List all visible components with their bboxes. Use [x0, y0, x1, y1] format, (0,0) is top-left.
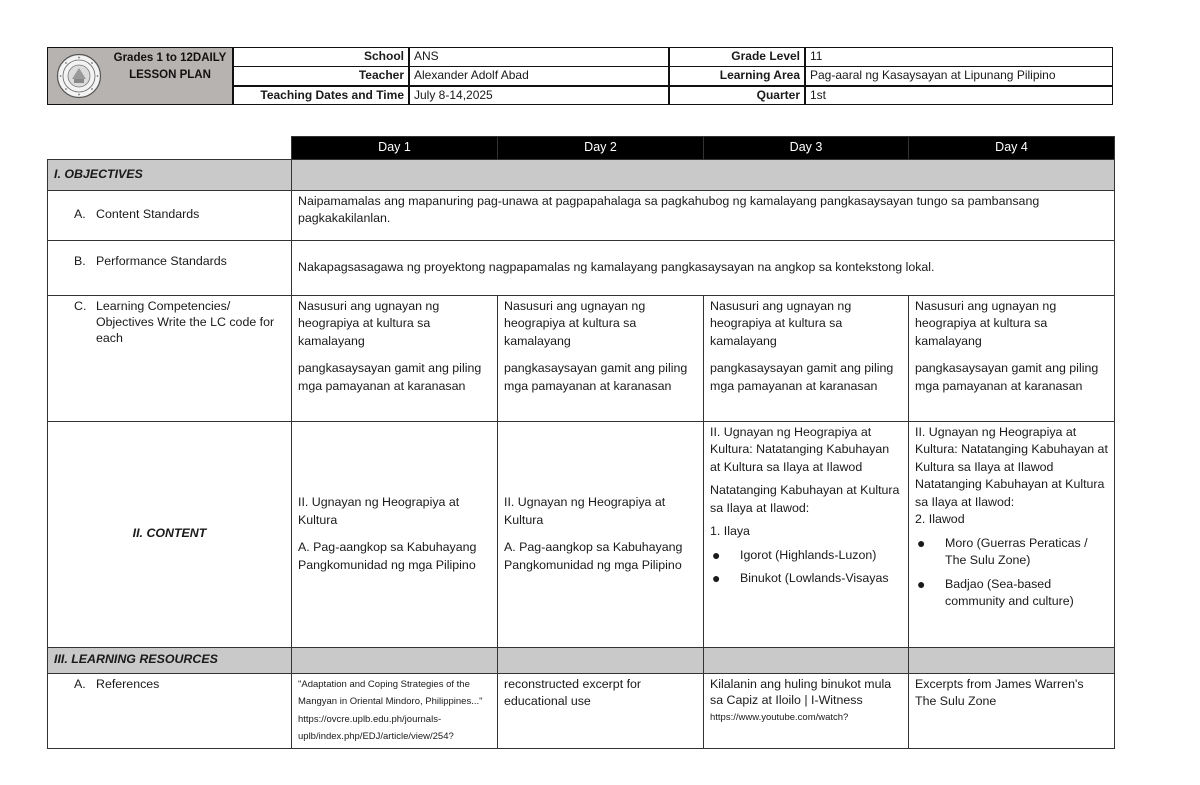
- competencies-day-1: [292, 295, 498, 421]
- content-text: II. Ugnayan ng Heograpiya at Kultura: Natatanging Kabuhayan at Kultura sa Ilaya at Ilawod: [915, 424, 1108, 474]
- content-text: 2. Ilawod: [915, 512, 965, 526]
- content-text: II. Ugnayan ng Heograpiya at Kultura: Natatanging Kabuhayan at Kultura sa Ilaya at Ilawod: [710, 424, 890, 474]
- content-text: II. Ugnayan ng Heograpiya at Kultura: [298, 495, 460, 527]
- content-text: 1. Ilaya: [710, 524, 750, 538]
- content-text: A. Pag-aangkop sa Kabuhayang Pangkomunidad ng mga Pilipino: [504, 540, 683, 572]
- bullet-text: Moro (Guerras Peraticas / The Sulu Zone): [945, 535, 1088, 567]
- quarter-label: Quarter: [669, 86, 805, 106]
- school-label: School: [233, 47, 409, 67]
- resources-filler: [292, 647, 498, 673]
- performance-standards-label: [48, 240, 292, 295]
- reference-title: Kilalanin ang huling binukot mula sa Capiz at Iloilo | I-Witness: [710, 676, 892, 707]
- competencies-label: [48, 295, 292, 421]
- learning-area-label: Learning Area: [669, 66, 805, 86]
- resources-filler: [704, 647, 909, 673]
- reference-url: https://www.youtube.com/watch?: [710, 711, 849, 723]
- references-letter: A.: [74, 676, 86, 691]
- bullet-icon: ●: [712, 546, 721, 563]
- content-standards-row: [48, 190, 1115, 240]
- resources-filler: [498, 647, 704, 673]
- resources-heading: III. LEARNING RESOURCES: [48, 647, 292, 673]
- lesson-plan-header: [47, 47, 1113, 105]
- bullet-item: [915, 576, 1108, 611]
- competency-text: Nasusuri ang ugnayan ng heograpiya at kultura sa kamalayang: [298, 298, 440, 348]
- content-day-1: [292, 421, 498, 647]
- bullet-item: [710, 570, 902, 588]
- teaching-dates-value: July 8-14,2025: [409, 86, 669, 106]
- performance-standards-label-text: Performance Standards: [96, 253, 227, 268]
- bullet-item: [710, 547, 902, 565]
- competency-text: Nasusuri ang ugnayan ng heograpiya at kultura sa kamalayang: [915, 298, 1057, 348]
- quarter-value: 1st: [805, 86, 1113, 106]
- content-text: A. Pag-aangkop sa Kabuhayang Pangkomunidad ng mga Pilipino: [298, 540, 477, 572]
- day-2-header: Day 2: [498, 137, 704, 160]
- content-text: Natatanging Kabuhayan at Kultura sa Ilaya at Ilawod:: [915, 477, 1105, 509]
- lesson-plan-title: Grades 1 to 12DAILY LESSON PLAN: [113, 52, 227, 81]
- competency-text: Nasusuri ang ugnayan ng heograpiya at kultura sa kamalayang: [710, 298, 852, 348]
- content-standards-text: Naipamamalas ang mapanuring pag-unawa at pagpapahalaga sa pagkahubog ng kamalayang pangkasaysayan tungo sa pambansang pagkakakilanlan.: [292, 190, 1115, 240]
- competencies-row: [48, 295, 1115, 421]
- resources-row: [48, 647, 1115, 673]
- competency-text: pangkasaysayan gamit ang piling mga pamayanan at karanasan: [504, 361, 688, 393]
- competencies-letter: C.: [74, 298, 87, 313]
- references-label-text: References: [96, 676, 160, 691]
- competencies-day-4: [909, 295, 1115, 421]
- references-day-2: reconstructed excerpt for educational use: [498, 673, 704, 748]
- bullet-text: Badjao (Sea-based community and culture): [945, 576, 1074, 608]
- bullet-text: Igorot (Highlands-Luzon): [740, 547, 877, 562]
- grade-level-value: 11: [805, 47, 1113, 67]
- content-row: [48, 421, 1115, 647]
- performance-standards-letter: B.: [74, 253, 86, 268]
- resources-filler: [909, 647, 1115, 673]
- deped-seal-icon: [56, 53, 102, 99]
- performance-standards-text: Nakapagsasagawa ng proyektong nagpapamalas ng kamalayang pangkasaysayan na angkop sa kontekstong lokal.: [292, 240, 1115, 295]
- title-box: [47, 47, 233, 105]
- teacher-value: Alexander Adolf Abad: [409, 66, 669, 86]
- content-day-4: [909, 421, 1115, 647]
- performance-standards-row: [48, 240, 1115, 295]
- day-header-row: [48, 137, 1115, 160]
- objectives-row: [48, 159, 1115, 190]
- learning-area-value: Pag-aaral ng Kasaysayan at Lipunang Pilipino: [805, 66, 1113, 86]
- competency-text: pangkasaysayan gamit ang piling mga pamayanan at karanasan: [710, 361, 894, 393]
- day-3-header: Day 3: [704, 137, 909, 160]
- day-4-header: Day 4: [909, 137, 1115, 160]
- bullet-icon: ●: [712, 570, 721, 586]
- teacher-label: Teacher: [233, 66, 409, 86]
- content-text: II. Ugnayan ng Heograpiya at Kultura: [504, 495, 666, 527]
- school-value: ANS: [409, 47, 669, 67]
- competencies-label-text: Learning Competencies/ Objectives Write the LC code for each: [96, 298, 275, 345]
- content-standards-label: [48, 190, 292, 240]
- bullet-icon: ●: [917, 575, 926, 592]
- content-day-2: [498, 421, 704, 647]
- bullet-item: [915, 535, 1108, 570]
- references-label: [48, 673, 292, 748]
- teaching-dates-label: Teaching Dates and Time: [233, 86, 409, 106]
- content-standards-label-text: Content Standards: [96, 207, 200, 222]
- bullet-text: Binukot (Lowlands-Visayas: [740, 571, 889, 585]
- references-day-3: [704, 673, 909, 748]
- references-day-4: Excerpts from James Warren's The Sulu Zone: [909, 673, 1115, 748]
- grade-level-label: Grade Level: [669, 47, 805, 67]
- day-1-header: Day 1: [292, 137, 498, 160]
- content-text: Natatanging Kabuhayan at Kultura sa Ilaya at Ilawod:: [710, 483, 900, 515]
- references-day-1: "Adaptation and Coping Strategies of the Mangyan in Oriental Mindoro, Philippines..." https://ovcre.uplb.edu.ph/journals-uplb/index.php/EDJ/article/view/254?: [292, 673, 498, 748]
- bullet-icon: ●: [917, 534, 926, 551]
- content-day-3: [704, 421, 909, 647]
- objectives-filler: [292, 159, 1115, 190]
- lesson-plan-table: [47, 136, 1115, 749]
- competency-text: pangkasaysayan gamit ang piling mga pamayanan at karanasan: [915, 361, 1099, 393]
- competencies-day-2: [498, 295, 704, 421]
- competency-text: Nasusuri ang ugnayan ng heograpiya at kultura sa kamalayang: [504, 298, 646, 348]
- objectives-heading: I. OBJECTIVES: [48, 159, 292, 190]
- content-standards-letter: A.: [74, 207, 86, 222]
- content-heading: II. CONTENT: [48, 421, 292, 647]
- day-header-spacer: [48, 137, 292, 160]
- competency-text: pangkasaysayan gamit ang piling mga pamayanan at karanasan: [298, 361, 482, 393]
- competencies-day-3: [704, 295, 909, 421]
- references-row: [48, 673, 1115, 748]
